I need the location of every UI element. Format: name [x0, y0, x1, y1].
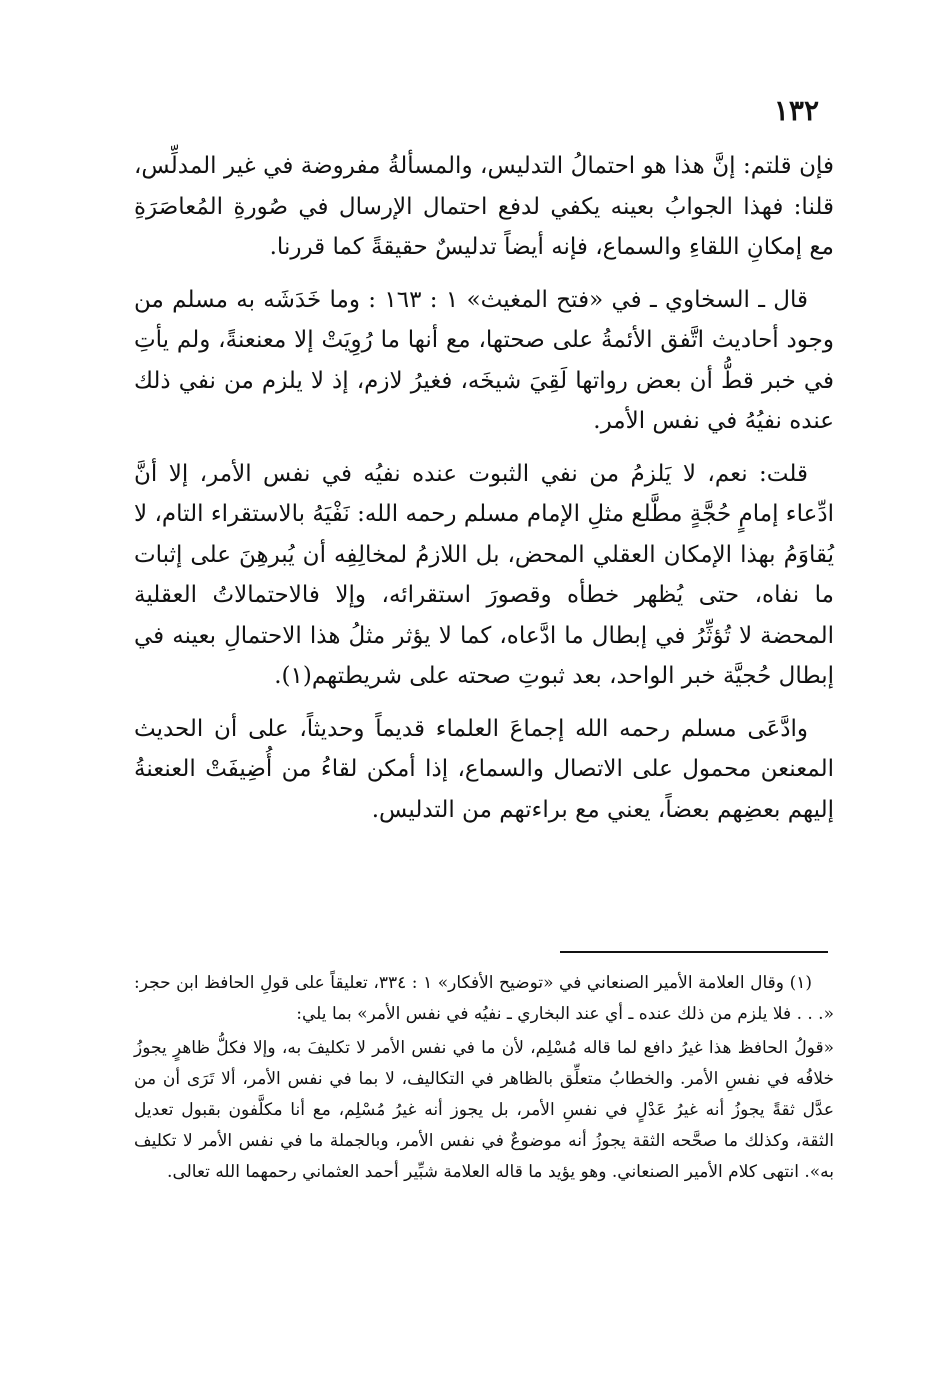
- paragraph: وادَّعَى مسلم رحمه الله إجماعَ العلماء قديماً وحديثاً، على أن الحديث المعنعن محمول على الاتصال والسماع، إذا أمكن لقاءُ من أُضِيفَتْ العنعنةُ إليهم بعضِهم بعضاً، يعني مع براءتهم من التدليس.: [134, 715, 834, 823]
- footnote-divider: [560, 951, 828, 953]
- main-text: [134, 146, 834, 842]
- footnote-paragraph: (١) وقال العلامة الأمير الصنعاني في «توضيح الأفكار» ١ : ٣٣٤، تعليقاً على قولِ الحافظ ابن حجر: «. . . فلا يلزم من ذلك عنده ـ أي عند البخاري ـ نفيُه في نفس الأمر» بما يلي:: [134, 973, 834, 1024]
- footnote-paragraph: «قولُ الحافظ هذا غيرُ دافع لما قاله مُسْلِم، لأن ما في نفس الأمر لا تكليفَ به، وإلا فكلُّ ظاهرٍ يجوزُ خلافُه في نفسِ الأمر. والخطابُ متعلِّق بالظاهر في التكاليف، لا بما في نفس الأمر، ألا تَرَى أن من عدَّل ثقةً يجوزُ أنه غيرُ عَدْلٍ في نفسِ الأمر، بل يجوز أنه غيرُ مُسْلِم، مع أنا مكلَّفون بقبول تعديل الثقة، وكذلك ما صحَّحه الثقة يجوزُ أنه موضوعٌ في نفس الأمر، وبالجملة ما في نفس الأمر لا تكليف به». انتهى كلام الأمير الصنعاني. وهو يؤيد ما قاله العلامة شبِّير أحمد العثماني رحمهما الله تعالى.: [134, 1038, 834, 1182]
- paragraph: قلت: نعم، لا يَلزمُ من نفي الثبوت عنده نفيُه في نفس الأمر، إلا أنَّ ادِّعاء إمامٍ حُجَّةٍ مطَّلع مثلِ الإمام مسلم رحمه الله: نَفْيَهُ بالاستقراء التام، لا يُقاوَمُ بهذا الإمكان العقلي المحض، بل اللازمُ لمخالِفِه أن يُبرهِنَ على إثبات ما نفاه، حتى يُظهر خطأه وقصورَ استقرائه، وإلا فالاحتمالاتُ العقلية المحضة لا تُؤثِّرُ في إبطال ما ادَّعاه، كما لا يؤثر مثلُ هذا الاحتمالِ بعينه في إبطال حُجيَّة خبر الواحد، بعد ثبوتِ صحته على شريطتهم(١).: [134, 460, 834, 689]
- page-number: ١٣٢: [773, 94, 819, 127]
- paragraph: فإن قلتم: إنَّ هذا هو احتمالُ التدليس، والمسألةُ مفروضة في غير المدلِّس، قلنا: فهذا الجوابُ بعينه يكفي لدفع احتمال الإرسال في صُورةِ المُعاصَرَةِ مع إمكانِ اللقاءِ والسماع، فإنه أيضاً تدليسٌ حقيقةً كما قررنا.: [134, 153, 834, 260]
- paragraph: قال ـ السخاوي ـ في «فتح المغيث» ١ : ١٦٣ : وما خَدَشَه به مسلم من وجود أحاديث اتَّفق الأئمةُ على صحتها، مع أنها ما رُوِيَتْ إلا معنعنةً، ولم يأتِ في خبر قطُّ أن بعض رواتها لَقِيَ شيخَه، فغيرُ لازم، إذ لا يلزم من نفي ذلك عنده نفيُهُ في نفس الأمر.: [134, 286, 834, 434]
- footnotes: [134, 968, 834, 1191]
